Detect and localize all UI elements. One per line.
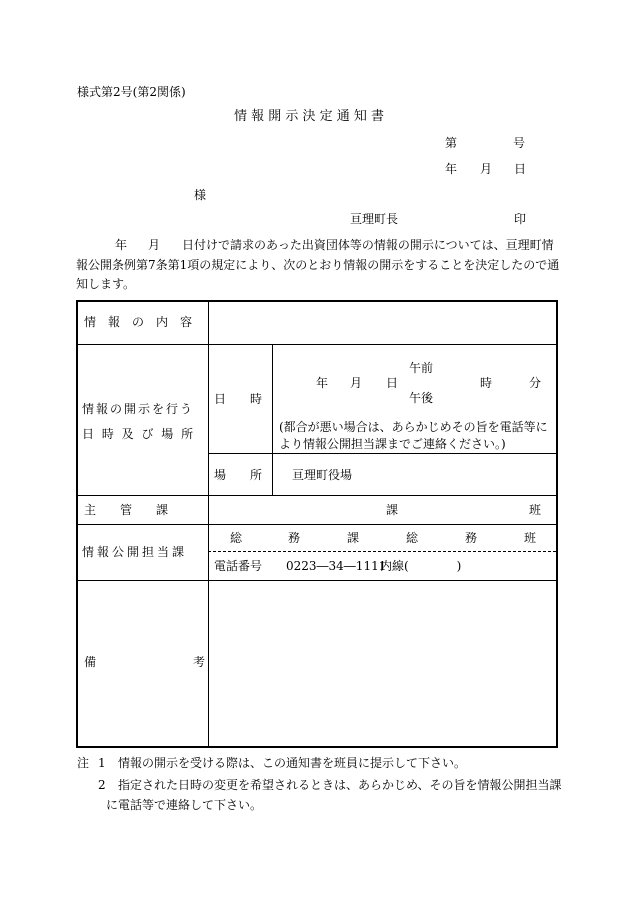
dept-soumu-3: 総: [406, 531, 419, 545]
body-line-1: 日付けで請求のあった出資団体等の情報の開示については、亘理町情: [182, 238, 554, 252]
document-title: 情 報 開 示 決 定 通 知 書: [234, 109, 385, 124]
dept-ka-2: 課: [347, 531, 360, 545]
dept-soumu-4: 務: [465, 531, 478, 545]
note-2-number: 2: [98, 778, 106, 792]
dept-soumu-1: 総: [230, 531, 243, 545]
disclosure-label-line1: 情報の開示を行う: [82, 402, 195, 416]
dt-year: 年: [316, 376, 329, 390]
dept-soumu-2: 務: [288, 531, 301, 545]
dept-han: 班: [529, 503, 542, 517]
note-2-text: 指定された日時の変更を希望されるときは、あらかじめ、その旨を情報公開担当課: [118, 778, 562, 792]
body-line-2: 報公開条例第7条第1項の規定により、次のとおり情報の開示をすることを決定したので通: [76, 258, 560, 272]
note-2-text-cont: に電話等で連絡して下さい。: [106, 798, 263, 812]
date-year: 年: [445, 162, 458, 176]
number-suffix: 号: [513, 136, 526, 150]
date-month: 月: [480, 162, 493, 176]
notes-label: 注: [77, 756, 90, 770]
contact-note-line2: より情報公開担当課までご連絡ください。): [279, 437, 506, 451]
seal-mark: 印: [514, 212, 527, 226]
form-number: 様式第2号(第2関係): [77, 85, 186, 99]
dt-month: 月: [350, 376, 363, 390]
info-content-label: 情 報 の 内 容: [84, 315, 193, 329]
pm-label: 午後: [409, 391, 434, 405]
phone-number: 0223―34―1111: [286, 559, 387, 573]
place-label: 場 所: [214, 468, 263, 482]
phone-extension: 内線( ): [380, 559, 462, 573]
contact-note-line1: (都合が悪い場合は、あらかじめその旨を電話等に: [279, 420, 548, 434]
body-line-3: 知します。: [76, 277, 136, 291]
dt-day: 日: [386, 376, 399, 390]
dept-han-2: 班: [524, 531, 537, 545]
phone-label: 電話番号: [214, 559, 263, 573]
supervising-dept-label: 主 管 課: [84, 503, 169, 517]
recipient-honorific: 様: [194, 188, 207, 202]
info-dept-label: 情報公開担当課: [82, 545, 188, 559]
number-prefix: 第: [445, 136, 458, 150]
body-year: 年: [115, 238, 128, 252]
remarks-label-2: 考: [193, 655, 206, 669]
am-label: 午前: [409, 361, 434, 375]
datetime-label: 日 時: [214, 392, 263, 406]
dt-minute: 分: [529, 376, 542, 390]
note-1-text: 情報の開示を受ける際は、この通知書を班員に提示して下さい。: [118, 756, 467, 770]
disclosure-label-line2: 日 時 及 び 場 所: [82, 427, 196, 441]
dt-hour: 時: [480, 376, 493, 390]
issuer-name: 亘理町長: [350, 212, 399, 226]
note-1-number: 1: [98, 756, 106, 770]
body-month: 月: [148, 238, 161, 252]
place-value: 亘理町役場: [292, 468, 353, 482]
date-day: 日: [514, 162, 527, 176]
remarks-label-1: 備: [84, 655, 97, 669]
dept-ka: 課: [386, 503, 399, 517]
